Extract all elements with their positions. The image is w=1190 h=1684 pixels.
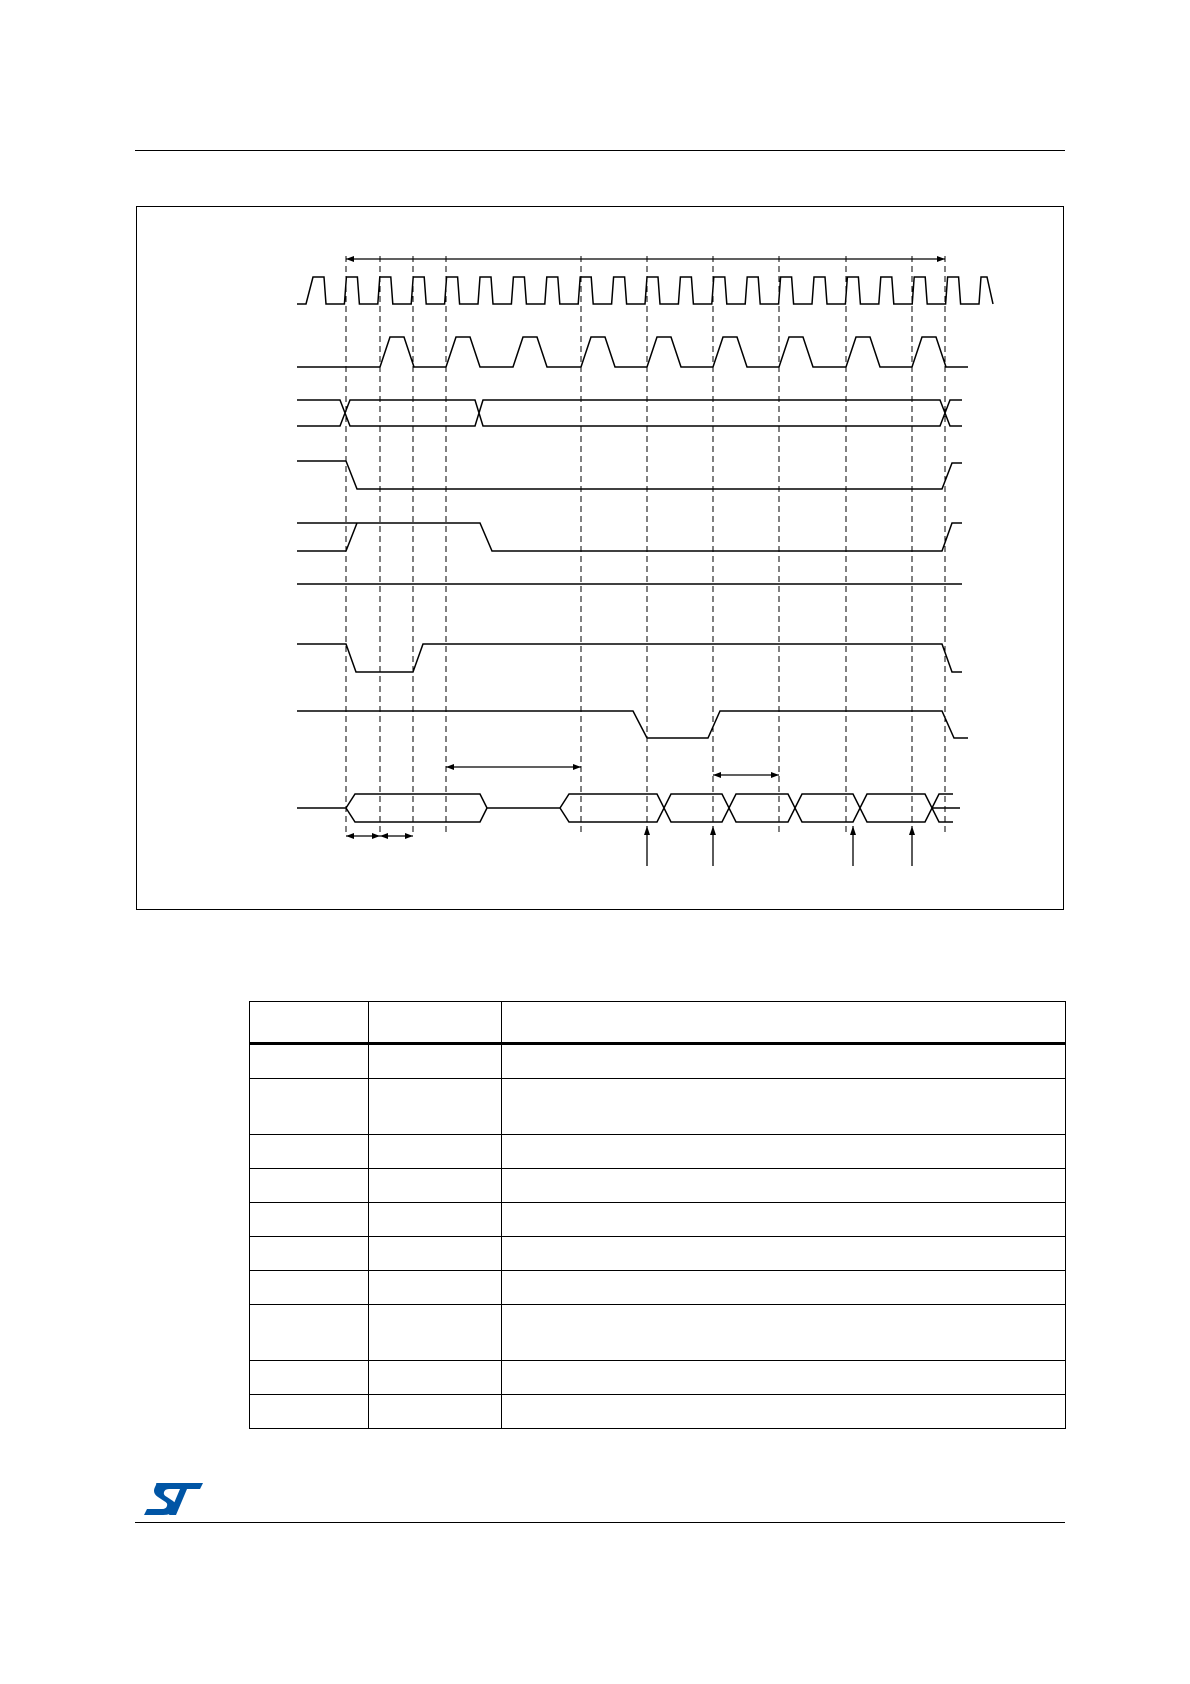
table-header-parameter	[369, 1002, 502, 1044]
falling-waveform	[297, 461, 962, 489]
table-cell	[369, 1395, 502, 1429]
footer-rule	[135, 1522, 1065, 1523]
table-cell	[369, 1169, 502, 1203]
clock-waveform	[297, 277, 993, 304]
table-cell	[502, 1079, 1066, 1135]
table-cell	[502, 1395, 1066, 1429]
sample-marker-arrow-head	[850, 826, 856, 835]
table-row	[250, 1135, 1066, 1169]
table-row	[250, 1203, 1066, 1237]
strobe-waveform	[297, 711, 968, 738]
table-cell	[502, 1305, 1066, 1361]
trapezoid-clock-waveform	[297, 337, 968, 367]
st-logo-mark	[144, 1483, 203, 1515]
table-cell	[250, 1079, 369, 1135]
table-cell	[250, 1135, 369, 1169]
table-cell	[250, 1044, 369, 1079]
table-cell	[502, 1135, 1066, 1169]
address-valid-waveform	[297, 523, 962, 551]
st-logo	[143, 1481, 205, 1517]
signal-waveforms	[297, 277, 993, 822]
table-cell	[369, 1079, 502, 1135]
table-cell	[250, 1237, 369, 1271]
table-cell	[369, 1237, 502, 1271]
sub-arrow-2-head	[380, 833, 388, 839]
table-row	[250, 1271, 1066, 1305]
sample-marker-arrow-head	[644, 826, 650, 835]
data-cycle-arrow-head	[713, 772, 721, 778]
table-header-row	[250, 1002, 1066, 1044]
total-cycle-arrow-head	[937, 256, 945, 262]
table-cell	[369, 1135, 502, 1169]
select-waveform	[297, 644, 962, 672]
sample-marker-arrow-head	[909, 826, 915, 835]
table-cell	[369, 1271, 502, 1305]
table-row	[250, 1079, 1066, 1135]
total-cycle-arrow-head	[346, 256, 354, 262]
sample-marker-arrow-head	[710, 826, 716, 835]
table-cell	[502, 1361, 1066, 1395]
timing-parameters-table	[249, 1001, 1066, 1429]
table-cell	[250, 1395, 369, 1429]
sub-arrow-1-head	[346, 833, 354, 839]
vertical-guide-lines	[346, 256, 945, 834]
setup-arrow-head	[446, 764, 454, 770]
setup-arrow-head	[573, 764, 581, 770]
sub-arrow-2-head	[405, 833, 413, 839]
table-row	[250, 1395, 1066, 1429]
table-row	[250, 1044, 1066, 1079]
data-cycle-arrow-head	[771, 772, 779, 778]
dimension-arrows	[346, 256, 945, 866]
table-cell	[369, 1203, 502, 1237]
table-cell	[250, 1305, 369, 1361]
table-cell	[369, 1044, 502, 1079]
table-cell	[250, 1361, 369, 1395]
data-bus-waveform	[297, 794, 960, 822]
table-cell	[250, 1203, 369, 1237]
table-cell	[502, 1237, 1066, 1271]
table-cell	[502, 1271, 1066, 1305]
table-row	[250, 1361, 1066, 1395]
sub-arrow-1-head	[372, 833, 380, 839]
table-header-symbol	[250, 1002, 369, 1044]
table-row	[250, 1169, 1066, 1203]
table-row	[250, 1237, 1066, 1271]
table-cell	[502, 1044, 1066, 1079]
table-cell	[369, 1305, 502, 1361]
table-header-description	[502, 1002, 1066, 1044]
table-cell	[250, 1169, 369, 1203]
table-row	[250, 1305, 1066, 1361]
table-cell	[502, 1169, 1066, 1203]
bus-waveform	[297, 400, 962, 426]
table-cell	[369, 1361, 502, 1395]
table-cell	[250, 1271, 369, 1305]
table-cell	[502, 1203, 1066, 1237]
